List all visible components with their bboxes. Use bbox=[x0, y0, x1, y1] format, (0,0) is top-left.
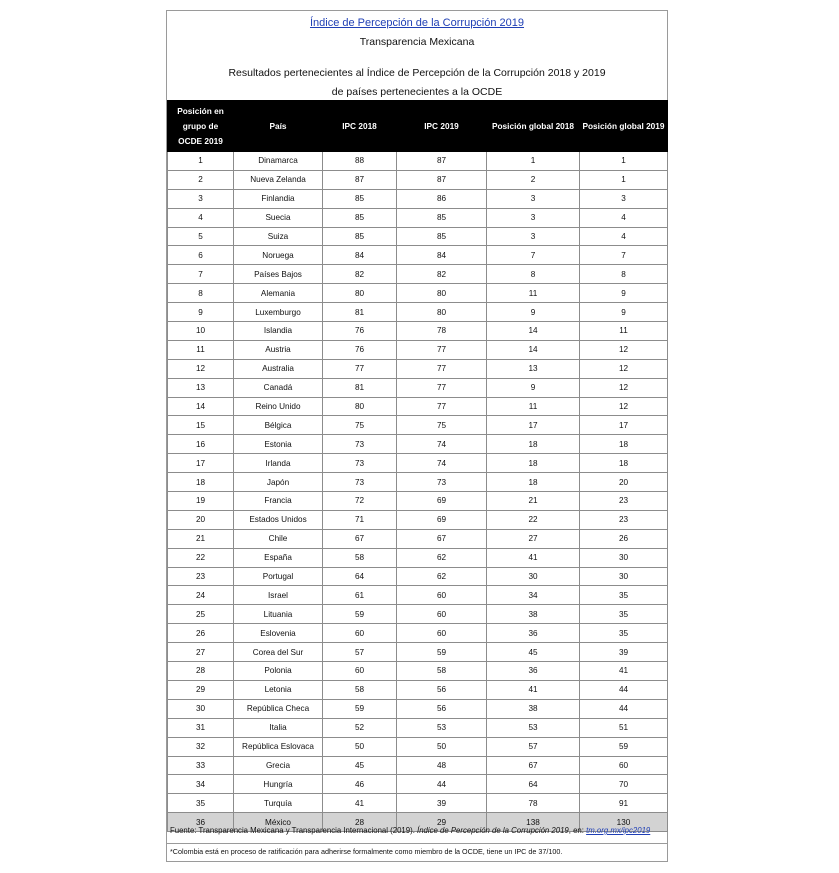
cell-ipc-2018: 50 bbox=[323, 737, 397, 756]
cell-ipc-2018: 88 bbox=[323, 152, 397, 171]
document-title[interactable]: Índice de Percepción de la Corrupción 2019 bbox=[309, 17, 525, 29]
cell-country: Italia bbox=[234, 718, 323, 737]
cell-country: Chile bbox=[234, 529, 323, 548]
cell-ipc-2019: 58 bbox=[397, 662, 487, 681]
table-row bbox=[168, 473, 668, 492]
table-row bbox=[168, 435, 668, 454]
table-row bbox=[168, 397, 668, 416]
header-country: País bbox=[234, 101, 323, 152]
cell-global-position-2018: 11 bbox=[487, 397, 580, 416]
document-sheet bbox=[166, 10, 668, 862]
cell-position: 15 bbox=[168, 416, 234, 435]
cell-country: Polonia bbox=[234, 662, 323, 681]
cell-ipc-2018: 46 bbox=[323, 775, 397, 794]
table-row bbox=[168, 152, 668, 171]
cell-global-position-2018: 34 bbox=[487, 586, 580, 605]
cell-ipc-2018: 73 bbox=[323, 473, 397, 492]
cell-position: 30 bbox=[168, 699, 234, 718]
cell-country: Estados Unidos bbox=[234, 510, 323, 529]
table-row bbox=[168, 737, 668, 756]
cell-country: Dinamarca bbox=[234, 152, 323, 171]
cell-global-position-2018: 53 bbox=[487, 718, 580, 737]
table-row bbox=[168, 624, 668, 643]
cell-country: Estonia bbox=[234, 435, 323, 454]
cell-global-position-2019: 12 bbox=[580, 397, 668, 416]
cell-ipc-2018: 41 bbox=[323, 794, 397, 813]
cell-global-position-2018: 78 bbox=[487, 794, 580, 813]
table-row bbox=[168, 756, 668, 775]
table-row bbox=[168, 284, 668, 303]
cell-global-position-2018: 21 bbox=[487, 492, 580, 511]
table-row bbox=[168, 322, 668, 341]
cell-country: Hungría bbox=[234, 775, 323, 794]
table-row bbox=[168, 605, 668, 624]
cell-global-position-2018: 38 bbox=[487, 699, 580, 718]
table-row bbox=[168, 227, 668, 246]
cell-ipc-2018: 77 bbox=[323, 359, 397, 378]
cell-ipc-2018: 85 bbox=[323, 227, 397, 246]
cell-ipc-2019: 75 bbox=[397, 416, 487, 435]
cell-country: Alemania bbox=[234, 284, 323, 303]
cell-ipc-2018: 64 bbox=[323, 567, 397, 586]
cell-global-position-2018: 14 bbox=[487, 322, 580, 341]
cell-global-position-2018: 3 bbox=[487, 208, 580, 227]
cell-country: Australia bbox=[234, 359, 323, 378]
cell-ipc-2018: 73 bbox=[323, 435, 397, 454]
cell-position: 23 bbox=[168, 567, 234, 586]
table-row bbox=[168, 340, 668, 359]
cell-country: Reino Unido bbox=[234, 397, 323, 416]
cell-global-position-2019: 7 bbox=[580, 246, 668, 265]
source-title: Índice de Percepción de la Corrupción 2019 bbox=[417, 826, 569, 835]
cell-ipc-2019: 69 bbox=[397, 510, 487, 529]
table-row bbox=[168, 775, 668, 794]
cell-global-position-2018: 41 bbox=[487, 680, 580, 699]
cell-ipc-2018: 87 bbox=[323, 170, 397, 189]
cell-country: Grecia bbox=[234, 756, 323, 775]
cell-global-position-2019: 1 bbox=[580, 152, 668, 171]
cell-country: Nueva Zelanda bbox=[234, 170, 323, 189]
cell-ipc-2018: 80 bbox=[323, 397, 397, 416]
cell-position: 8 bbox=[168, 284, 234, 303]
cell-global-position-2018: 13 bbox=[487, 359, 580, 378]
cell-ipc-2018: 75 bbox=[323, 416, 397, 435]
cell-position: 18 bbox=[168, 473, 234, 492]
cell-ipc-2019: 56 bbox=[397, 680, 487, 699]
cell-ipc-2018: 52 bbox=[323, 718, 397, 737]
cell-global-position-2019: 30 bbox=[580, 567, 668, 586]
cell-global-position-2019: 12 bbox=[580, 378, 668, 397]
cell-ipc-2019: 73 bbox=[397, 473, 487, 492]
header-global-position-2019: Posición global 2019 bbox=[580, 101, 668, 152]
header-ipc-2019: IPC 2019 bbox=[397, 101, 487, 152]
cell-ipc-2019: 80 bbox=[397, 284, 487, 303]
cell-ipc-2019: 60 bbox=[397, 624, 487, 643]
cell-country: Islandia bbox=[234, 322, 323, 341]
cell-global-position-2018: 138 bbox=[487, 813, 580, 832]
header-global-position-2018: Posición global 2018 bbox=[487, 101, 580, 152]
cell-global-position-2018: 1 bbox=[487, 152, 580, 171]
cell-ipc-2018: 82 bbox=[323, 265, 397, 284]
cell-ipc-2018: 73 bbox=[323, 454, 397, 473]
cell-position: 25 bbox=[168, 605, 234, 624]
cell-ipc-2019: 85 bbox=[397, 227, 487, 246]
cell-country: Corea del Sur bbox=[234, 643, 323, 662]
cell-ipc-2019: 60 bbox=[397, 605, 487, 624]
table-row bbox=[168, 510, 668, 529]
cell-global-position-2018: 22 bbox=[487, 510, 580, 529]
cell-country: Canadá bbox=[234, 378, 323, 397]
cell-position: 3 bbox=[168, 189, 234, 208]
cell-ipc-2019: 77 bbox=[397, 340, 487, 359]
cell-global-position-2019: 35 bbox=[580, 586, 668, 605]
cell-global-position-2018: 57 bbox=[487, 737, 580, 756]
cell-ipc-2018: 57 bbox=[323, 643, 397, 662]
cell-ipc-2019: 60 bbox=[397, 586, 487, 605]
cell-ipc-2019: 29 bbox=[397, 813, 487, 832]
cell-global-position-2019: 9 bbox=[580, 303, 668, 322]
cell-ipc-2018: 80 bbox=[323, 284, 397, 303]
cell-position: 7 bbox=[168, 265, 234, 284]
cell-ipc-2019: 48 bbox=[397, 756, 487, 775]
cell-global-position-2018: 3 bbox=[487, 189, 580, 208]
cell-global-position-2019: 20 bbox=[580, 473, 668, 492]
cell-global-position-2019: 9 bbox=[580, 284, 668, 303]
cell-position: 12 bbox=[168, 359, 234, 378]
table-row bbox=[168, 643, 668, 662]
cell-global-position-2019: 3 bbox=[580, 189, 668, 208]
cell-global-position-2018: 27 bbox=[487, 529, 580, 548]
table-row bbox=[168, 359, 668, 378]
cell-country: Turquía bbox=[234, 794, 323, 813]
cell-country: Luxemburgo bbox=[234, 303, 323, 322]
cell-global-position-2019: 51 bbox=[580, 718, 668, 737]
cell-country: México bbox=[234, 813, 323, 832]
cell-country: Bélgica bbox=[234, 416, 323, 435]
cell-country: Israel bbox=[234, 586, 323, 605]
cell-ipc-2019: 77 bbox=[397, 397, 487, 416]
cell-position: 22 bbox=[168, 548, 234, 567]
cell-country: Francia bbox=[234, 492, 323, 511]
cell-country: Lituania bbox=[234, 605, 323, 624]
cell-global-position-2019: 59 bbox=[580, 737, 668, 756]
cell-ipc-2019: 85 bbox=[397, 208, 487, 227]
table-row bbox=[168, 586, 668, 605]
cell-position: 28 bbox=[168, 662, 234, 681]
cell-ipc-2018: 61 bbox=[323, 586, 397, 605]
cell-ipc-2018: 81 bbox=[323, 303, 397, 322]
cell-ipc-2019: 39 bbox=[397, 794, 487, 813]
cell-ipc-2018: 28 bbox=[323, 813, 397, 832]
cell-global-position-2019: 4 bbox=[580, 227, 668, 246]
cell-position: 2 bbox=[168, 170, 234, 189]
cell-country: Japón bbox=[234, 473, 323, 492]
cell-country: Letonia bbox=[234, 680, 323, 699]
cell-global-position-2019: 4 bbox=[580, 208, 668, 227]
cell-position: 21 bbox=[168, 529, 234, 548]
cell-ipc-2019: 77 bbox=[397, 378, 487, 397]
source-link[interactable]: tm.org.mx/ipc2019 bbox=[586, 826, 651, 835]
table-header-row bbox=[168, 101, 668, 152]
cell-country: República Eslovaca bbox=[234, 737, 323, 756]
cell-global-position-2019: 41 bbox=[580, 662, 668, 681]
cell-ipc-2018: 71 bbox=[323, 510, 397, 529]
cell-position: 29 bbox=[168, 680, 234, 699]
cell-ipc-2018: 76 bbox=[323, 340, 397, 359]
cell-position: 19 bbox=[168, 492, 234, 511]
cell-position: 4 bbox=[168, 208, 234, 227]
cell-country: Países Bajos bbox=[234, 265, 323, 284]
cell-country: Suecia bbox=[234, 208, 323, 227]
cell-global-position-2019: 35 bbox=[580, 624, 668, 643]
table-row bbox=[168, 208, 668, 227]
cell-ipc-2018: 81 bbox=[323, 378, 397, 397]
cell-position: 17 bbox=[168, 454, 234, 473]
cell-global-position-2019: 60 bbox=[580, 756, 668, 775]
cell-ipc-2019: 62 bbox=[397, 567, 487, 586]
cell-ipc-2019: 44 bbox=[397, 775, 487, 794]
cell-ipc-2018: 59 bbox=[323, 699, 397, 718]
cell-position: 24 bbox=[168, 586, 234, 605]
cell-ipc-2019: 50 bbox=[397, 737, 487, 756]
cell-ipc-2019: 77 bbox=[397, 359, 487, 378]
cell-global-position-2018: 67 bbox=[487, 756, 580, 775]
cell-global-position-2019: 30 bbox=[580, 548, 668, 567]
cell-global-position-2019: 130 bbox=[580, 813, 668, 832]
cell-global-position-2019: 44 bbox=[580, 699, 668, 718]
cell-ipc-2019: 56 bbox=[397, 699, 487, 718]
cell-country: Suiza bbox=[234, 227, 323, 246]
cell-position: 20 bbox=[168, 510, 234, 529]
cell-position: 32 bbox=[168, 737, 234, 756]
cell-global-position-2019: 70 bbox=[580, 775, 668, 794]
cell-global-position-2019: 23 bbox=[580, 510, 668, 529]
cell-ipc-2018: 58 bbox=[323, 548, 397, 567]
table-row bbox=[168, 246, 668, 265]
table-row bbox=[168, 548, 668, 567]
table-row bbox=[168, 699, 668, 718]
table-row bbox=[168, 794, 668, 813]
table-row bbox=[168, 529, 668, 548]
table-row bbox=[168, 170, 668, 189]
cell-global-position-2018: 18 bbox=[487, 454, 580, 473]
cell-global-position-2018: 30 bbox=[487, 567, 580, 586]
cell-global-position-2018: 38 bbox=[487, 605, 580, 624]
source-mid: , en: bbox=[568, 826, 587, 835]
cell-global-position-2019: 8 bbox=[580, 265, 668, 284]
table-row bbox=[168, 492, 668, 511]
cell-ipc-2018: 76 bbox=[323, 322, 397, 341]
document-subtitle: Transparencia Mexicana bbox=[359, 36, 475, 48]
cell-country: Irlanda bbox=[234, 454, 323, 473]
cell-global-position-2018: 2 bbox=[487, 170, 580, 189]
cell-global-position-2018: 41 bbox=[487, 548, 580, 567]
cell-global-position-2018: 36 bbox=[487, 662, 580, 681]
cell-global-position-2019: 23 bbox=[580, 492, 668, 511]
cell-global-position-2019: 91 bbox=[580, 794, 668, 813]
cell-ipc-2019: 69 bbox=[397, 492, 487, 511]
cell-ipc-2018: 85 bbox=[323, 189, 397, 208]
table-row bbox=[168, 567, 668, 586]
cell-global-position-2019: 12 bbox=[580, 340, 668, 359]
footnote: *Colombia está en proceso de ratificación para adherirse formalmente como miembro de la OCDE, tiene un IPC de 37/100. bbox=[170, 847, 563, 856]
cell-global-position-2019: 1 bbox=[580, 170, 668, 189]
results-table bbox=[167, 100, 668, 832]
cell-ipc-2019: 53 bbox=[397, 718, 487, 737]
cell-position: 34 bbox=[168, 775, 234, 794]
header-ipc-2018: IPC 2018 bbox=[323, 101, 397, 152]
table-row bbox=[168, 680, 668, 699]
cell-global-position-2019: 35 bbox=[580, 605, 668, 624]
cell-country: España bbox=[234, 548, 323, 567]
cell-country: Eslovenia bbox=[234, 624, 323, 643]
table-row bbox=[168, 303, 668, 322]
cell-global-position-2018: 45 bbox=[487, 643, 580, 662]
cell-ipc-2018: 58 bbox=[323, 680, 397, 699]
cell-global-position-2019: 26 bbox=[580, 529, 668, 548]
cell-global-position-2019: 17 bbox=[580, 416, 668, 435]
description-line-2: de países pertenecientes a la OCDE bbox=[331, 86, 503, 98]
cell-ipc-2018: 72 bbox=[323, 492, 397, 511]
table-body bbox=[168, 152, 668, 832]
source-citation bbox=[170, 826, 666, 835]
source-prefix: Fuente: Transparencia Mexicana y Transparencia Internacional (2019). bbox=[170, 826, 418, 835]
cell-ipc-2019: 59 bbox=[397, 643, 487, 662]
cell-ipc-2019: 87 bbox=[397, 170, 487, 189]
table-row bbox=[168, 454, 668, 473]
description-line-1: Resultados pertenecientes al Índice de Percepción de la Corrupción 2018 y 2019 bbox=[228, 67, 606, 79]
cell-position: 5 bbox=[168, 227, 234, 246]
cell-global-position-2018: 17 bbox=[487, 416, 580, 435]
header-position-oecd: Posición en grupo de OCDE 2019 bbox=[168, 101, 234, 152]
cell-global-position-2018: 8 bbox=[487, 265, 580, 284]
cell-country: Austria bbox=[234, 340, 323, 359]
cell-position: 6 bbox=[168, 246, 234, 265]
cell-ipc-2018: 84 bbox=[323, 246, 397, 265]
cell-position: 36 bbox=[168, 813, 234, 832]
cell-global-position-2019: 18 bbox=[580, 454, 668, 473]
cell-position: 35 bbox=[168, 794, 234, 813]
cell-position: 9 bbox=[168, 303, 234, 322]
cell-ipc-2019: 67 bbox=[397, 529, 487, 548]
table-row bbox=[168, 662, 668, 681]
cell-ipc-2018: 85 bbox=[323, 208, 397, 227]
cell-global-position-2019: 18 bbox=[580, 435, 668, 454]
cell-global-position-2018: 9 bbox=[487, 303, 580, 322]
cell-position: 26 bbox=[168, 624, 234, 643]
cell-country: Noruega bbox=[234, 246, 323, 265]
cell-ipc-2019: 80 bbox=[397, 303, 487, 322]
table-row bbox=[168, 265, 668, 284]
table-row bbox=[168, 189, 668, 208]
cell-global-position-2018: 36 bbox=[487, 624, 580, 643]
cell-position: 33 bbox=[168, 756, 234, 775]
table-row bbox=[168, 416, 668, 435]
cell-global-position-2018: 64 bbox=[487, 775, 580, 794]
cell-position: 16 bbox=[168, 435, 234, 454]
cell-ipc-2019: 78 bbox=[397, 322, 487, 341]
cell-country: República Checa bbox=[234, 699, 323, 718]
cell-position: 31 bbox=[168, 718, 234, 737]
cell-ipc-2019: 87 bbox=[397, 152, 487, 171]
cell-global-position-2019: 12 bbox=[580, 359, 668, 378]
cell-global-position-2018: 14 bbox=[487, 340, 580, 359]
cell-global-position-2019: 11 bbox=[580, 322, 668, 341]
cell-position: 1 bbox=[168, 152, 234, 171]
cell-ipc-2018: 60 bbox=[323, 624, 397, 643]
cell-position: 27 bbox=[168, 643, 234, 662]
cell-position: 11 bbox=[168, 340, 234, 359]
cell-ipc-2018: 67 bbox=[323, 529, 397, 548]
cell-position: 14 bbox=[168, 397, 234, 416]
cell-global-position-2018: 9 bbox=[487, 378, 580, 397]
cell-ipc-2018: 45 bbox=[323, 756, 397, 775]
cell-global-position-2018: 11 bbox=[487, 284, 580, 303]
cell-global-position-2018: 7 bbox=[487, 246, 580, 265]
cell-global-position-2018: 18 bbox=[487, 435, 580, 454]
cell-ipc-2019: 84 bbox=[397, 246, 487, 265]
cell-ipc-2018: 60 bbox=[323, 662, 397, 681]
cell-ipc-2019: 62 bbox=[397, 548, 487, 567]
cell-ipc-2019: 74 bbox=[397, 454, 487, 473]
cell-position: 13 bbox=[168, 378, 234, 397]
cell-global-position-2018: 18 bbox=[487, 473, 580, 492]
cell-ipc-2019: 74 bbox=[397, 435, 487, 454]
cell-ipc-2019: 86 bbox=[397, 189, 487, 208]
cell-ipc-2019: 82 bbox=[397, 265, 487, 284]
cell-global-position-2018: 3 bbox=[487, 227, 580, 246]
footer-divider bbox=[167, 843, 667, 844]
cell-global-position-2019: 44 bbox=[580, 680, 668, 699]
cell-country: Portugal bbox=[234, 567, 323, 586]
table-row bbox=[168, 718, 668, 737]
cell-ipc-2018: 59 bbox=[323, 605, 397, 624]
table-row bbox=[168, 378, 668, 397]
cell-global-position-2019: 39 bbox=[580, 643, 668, 662]
cell-position: 10 bbox=[168, 322, 234, 341]
cell-country: Finlandia bbox=[234, 189, 323, 208]
